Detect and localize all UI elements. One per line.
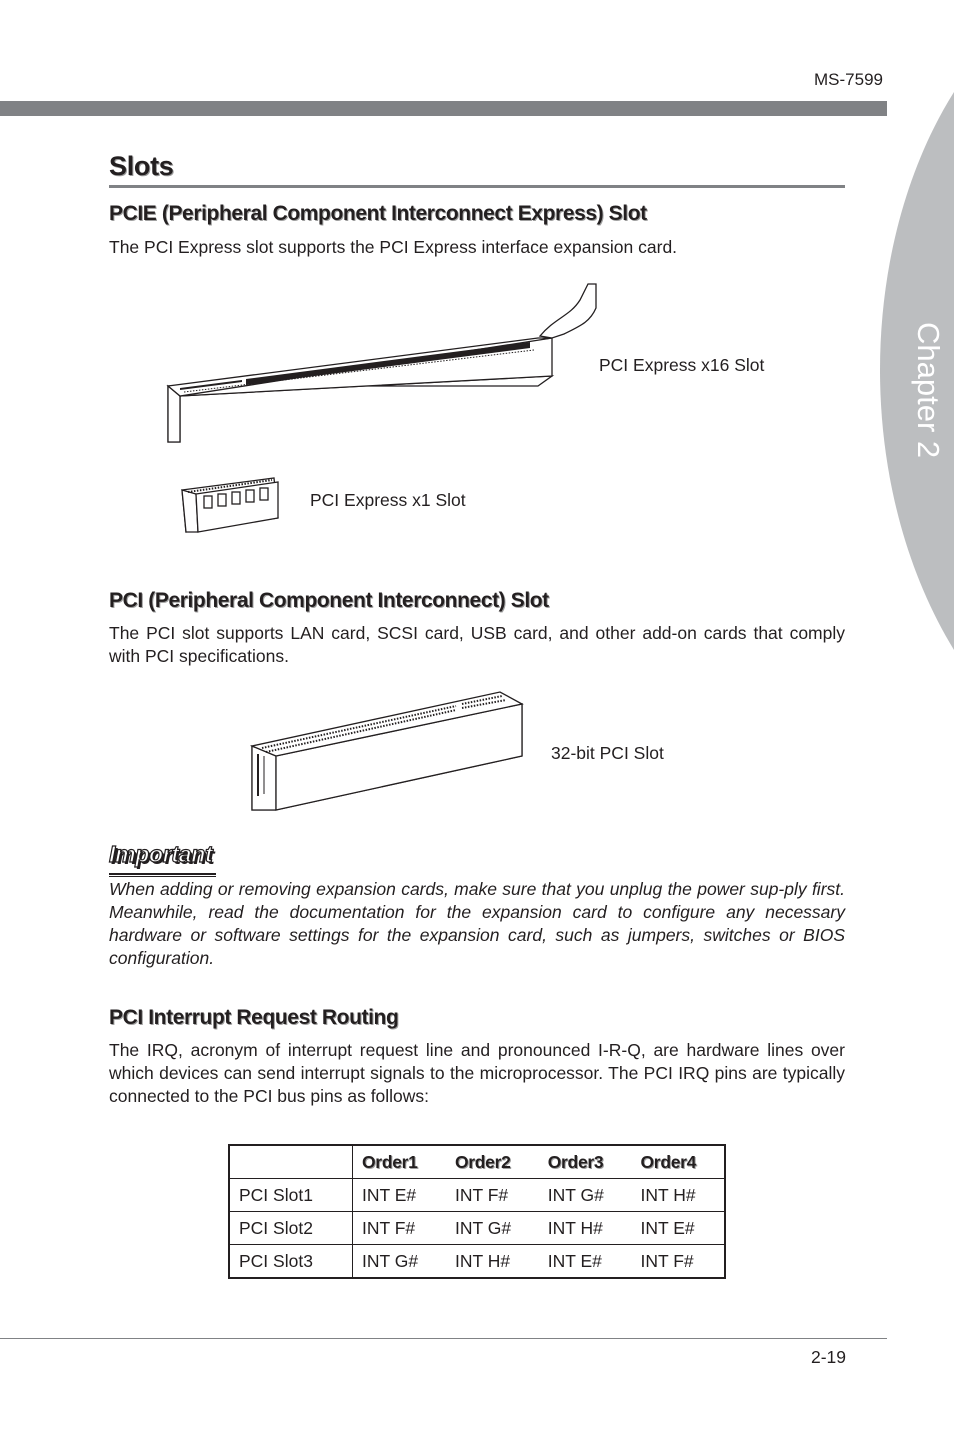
- irq-description: The IRQ, acronym of interrupt request line and pronounced I-R-Q, are hardware lines over which devices can send interrupt signals to the microprocessor. The PCI IRQ pins are typically connected to the PCI bus pins as follows:: [109, 1040, 845, 1106]
- important-underline: [109, 873, 216, 875]
- pcie-x16-slot-illustration: [160, 278, 620, 448]
- table-cell: INT F#: [353, 1212, 446, 1245]
- table-cell: INT F#: [632, 1245, 726, 1279]
- table-cell: INT G#: [353, 1245, 446, 1279]
- table-cell: INT H#: [446, 1245, 539, 1279]
- table-header-cell: Order4: [632, 1145, 726, 1179]
- irq-routing-table: [228, 1144, 726, 1279]
- table-cell: INT G#: [446, 1212, 539, 1245]
- table-cell: PCI Slot2: [229, 1212, 353, 1245]
- important-text: When adding or removing expansion cards, make sure that you unplug the power sup-ply first. Meanwhile, read the documentation for the expansion card to configure any necessary hardware or software settings for the expansion card, such as jumpers, switches or BIOS configuration.: [109, 879, 845, 968]
- pcie-x1-slot-illustration: [178, 470, 283, 540]
- chapter-label: Chapter 2: [911, 322, 946, 459]
- model-number: MS-7599: [814, 70, 883, 89]
- page-number: 2-19: [810, 1347, 846, 1367]
- pci-slot-illustration: [244, 684, 534, 820]
- table-cell: INT E#: [632, 1212, 726, 1245]
- pcie-heading: PCIE (Peripheral Component Interconnect Express) Slot: [109, 202, 647, 225]
- pcie-x1-label: PCI Express x1 Slot: [310, 490, 466, 510]
- table-cell: INT H#: [632, 1179, 726, 1212]
- table-cell: INT E#: [539, 1245, 632, 1279]
- important-underline-thin: [109, 876, 216, 877]
- table-header-cell: Order1: [353, 1145, 446, 1179]
- pcie-x16-label: PCI Express x16 Slot: [599, 355, 765, 375]
- section-title-rule: [109, 185, 845, 188]
- table-cell: INT E#: [353, 1179, 446, 1212]
- pci-slot-label: 32-bit PCI Slot: [551, 743, 664, 763]
- table-cell: INT F#: [446, 1179, 539, 1212]
- table-row: [229, 1245, 725, 1279]
- table-cell: INT H#: [539, 1212, 632, 1245]
- table-cell: PCI Slot3: [229, 1245, 353, 1279]
- section-title: Slots: [109, 151, 174, 181]
- table-row: [229, 1179, 725, 1212]
- irq-heading: PCI Interrupt Request Routing: [109, 1006, 399, 1029]
- table-header-cell: [229, 1145, 353, 1179]
- pcie-description: The PCI Express slot supports the PCI Express interface expansion card.: [109, 237, 678, 257]
- table-cell: PCI Slot1: [229, 1179, 353, 1212]
- table-cell: INT G#: [539, 1179, 632, 1212]
- pci-heading: PCI (Peripheral Component Interconnect) Slot: [109, 589, 549, 612]
- table-row: [229, 1212, 725, 1245]
- table-header-cell: Order2: [446, 1145, 539, 1179]
- table-header-cell: Order3: [539, 1145, 632, 1179]
- important-title: Important: [109, 841, 213, 867]
- pci-description: The PCI slot supports LAN card, SCSI card, USB card, and other add-on cards that comply with PCI specifications.: [109, 623, 845, 666]
- footer-rule: [0, 1338, 887, 1339]
- table-header-row: [229, 1145, 725, 1179]
